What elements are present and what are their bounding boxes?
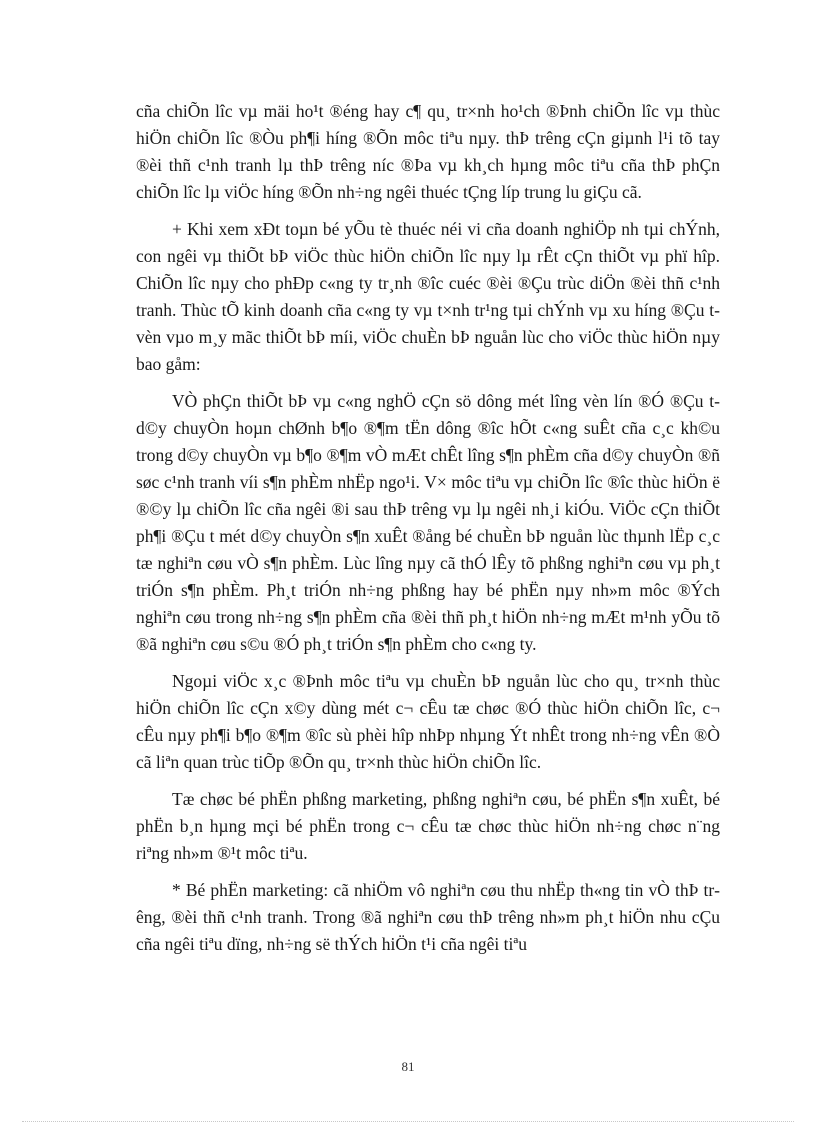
paragraph-6: * Bé phËn marketing: cã nhiÖm vô nghiªn cøu thu nhËp th«ng tin vÒ thÞ trêng, ®èi thñ c¹nh tranh. Trong ®ã nghiªn cøu thÞ trêng nh»m ph¸t hiÖn nhu cÇu cña ngêi tiªu dïng, nh÷ng së thÝch hiÖn t¹i cña ngêi tiªu [136, 880, 720, 954]
page-number: 81 [401, 1059, 415, 1074]
paragraph-4: Ngoµi viÖc x¸c ®Þnh môc tiªu vµ chuÈn bÞ nguån lùc cho qu¸ tr×nh thùc hiÖn chiÕn lîc cÇn x©y dùng mét c¬ cÊu tæ chøc ®Ó thùc hiÖn chiÕn lîc, c¬ cÊu nµy ph¶i b¶o ®¶m ®îc sù phèi hîp nhÞp nhµng Ýt nhÊt trong nh÷ng vÊn ®Ò cã liªn quan trùc tiÕp ®Õn qu¸ tr×nh thùc hiÖn chiÕn lîc. [136, 671, 720, 772]
paragraph-1: cña chiÕn lîc vµ mäi ho¹t ®éng hay c¶ qu¸ tr×nh ho¹ch ®Þnh chiÕn lîc vµ thùc hiÖn chiÕn lîc ®Òu ph¶i híng ®Õn môc tiªu nµy. thÞ trêng cÇn giµnh l¹i tõ tay ®èi thñ c¹nh tranh lµ thÞ trêng níc ®Þa vµ kh¸ch hµng môc tiªu cña thÞ phÇn chiÕn lîc lµ viÖc híng ®Õn nh÷ng ngêi thuéc tÇng líp trung lu giÇu cã. [136, 101, 720, 202]
paragraph-2: + Khi xem xÐt toµn bé yÕu tè thuéc néi vi cña doanh nghiÖp nh tµi chÝnh, con ngêi vµ thiÕt bÞ viÖc thùc hiÖn chiÕn lîc nµy lµ rÊt cÇn thiÕt vµ phï hîp. ChiÕn lîc nµy cho phÐp c«ng ty tr¸nh ®îc cuéc ®èi ®Çu trùc diÖn ®èi thñ c¹nh tranh. Thùc tÕ kinh doanh cña c«ng ty vµ t×nh tr¹ng tµi chÝnh vµ xu híng ®Çu t vèn vµo m¸y mãc thiÕt bÞ míi, viÖc chuÈn bÞ nguån lùc cho viÖc thùc hiÖn nµy bao gåm: [136, 219, 720, 374]
paragraph-3: VÒ phÇn thiÕt bÞ vµ c«ng nghÖ cÇn sö dông mét lîng vèn lín ®Ó ®Çu t d©y chuyÒn hoµn chØnh b¶o ®¶m tËn dông ®îc hÕt c«ng suÊt cña c¸c kh©u trong d©y chuyÒn vµ b¶o ®¶m vÒ mÆt chÊt lîng s¶n phÈm cña d©y chuyÒn ®ñ søc c¹nh tranh víi s¶n phÈm nhËp ngo¹i. V× môc tiªu vµ chiÕn lîc ®îc thùc hiÖn ë ®©y lµ chiÕn lîc cña ngêi ®i sau thÞ trêng vµ lµ ngêi nh¸i kiÓu. ViÖc cÇn thiÕt ph¶i ®Çu t mét d©y chuyÒn s¶n xuÊt ®ång bé chuÈn bÞ nguån lùc thµnh lËp c¸c tæ nghiªn cøu vÒ s¶n phÈm. Lùc lîng nµy cã thÓ lÊy tõ phßng nghiªn cøu vµ ph¸t triÓn s¶n phÈm. Ph¸t triÓn nh÷ng phßng hay bé phËn nµy nh»m môc ®Ých nghiªn cøu trong nh÷ng s¶n phÈm cña ®èi thñ ph¸t hiÖn nh÷ng mÆt m¹nh yÕu tõ ®ã nghiªn cøu s©u ®Ó ph¸t triÓn s¶n phÈm cho c«ng ty. [136, 391, 720, 654]
paragraph-5: Tæ chøc bé phËn phßng marketing, phßng nghiªn cøu, bé phËn s¶n xuÊt, bé phËn b¸n hµng mçi bé phËn trong c¬ cÊu tæ chøc thùc hiÖn nh÷ng chøc n¨ng riªng nh»m ®¹t môc tiªu. [136, 789, 720, 863]
page-bottom-divider [22, 1121, 794, 1122]
document-body [136, 98, 720, 968]
